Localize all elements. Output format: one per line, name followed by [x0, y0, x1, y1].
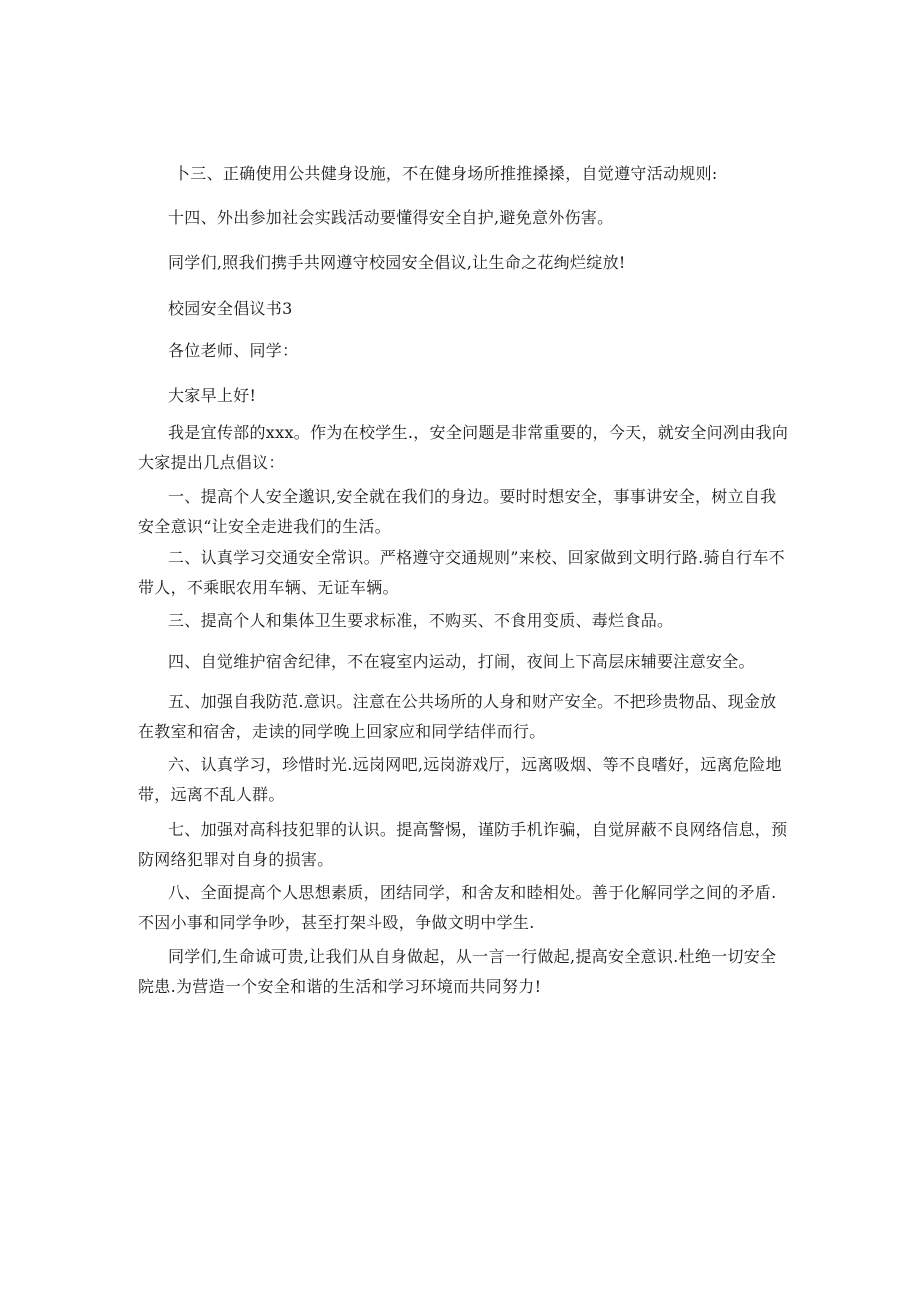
paragraph-rule-13: 卜三、正确使用公共健身设施，不在健身场所推推搡搡，自觉遵守活动规则:: [174, 164, 718, 183]
paragraph-item-6: 六、认真学习，珍惜时光.远岗网吧,远岗游戏厅，远离吸烟、等不良嗜好，远离危险地带，远离不乱人群。: [138, 755, 782, 804]
paragraph-item-4: 四、自觉维护宿舍纪律，不在寝室内运动，打闹，夜间上下高层床辅要注意安全。: [168, 652, 755, 671]
paragraph-item-2: 二、认真学习交通安全常识。严格遵守交通规则”来校、回家做到文明行路.骑自行车不带人，不乘眠农用车辆、无证车辆。: [138, 548, 785, 597]
paragraph-item-1: 一、提高个人安全邈识,安全就在我们的身边。要时时想安全，事事讲安全，树立自我安全意识“让安全走进我们的生活。: [138, 487, 777, 536]
paragraph-item-5: 五、加强自我防范.意识。注意在公共场所的人身和财产安全。不把珍贵物品、现金放在教室和宿舍，走读的同学晚上回家应和同学结伴而行。: [138, 692, 777, 741]
paragraph-intro: 我是宜传部的xxx。作为在校学生.，安全问题是非常重要的，今天，就安全问冽由我向大家提出几点倡议：: [138, 423, 789, 472]
salutation: 各位老师、同学：: [168, 341, 299, 360]
paragraph-item-3: 三、提高个人和集体卫生要求标准，不购买、不食用变质、毒烂食品。: [168, 611, 674, 630]
paragraph-item-7: 七、加强对高科技犯罪的认识。提高警惕，谨防手机诈骗，自觉屏蔽不良网络信息，预防网络犯罪对自身的损害。: [138, 820, 788, 869]
paragraph-conclusion: 同学们,生命诚可贵,让我们从自身做起，从一言一行做起,提高安全意识.杜绝一切安全院患.为营造一个安全和谐的生活和学习环境而共同努力!: [138, 947, 777, 996]
paragraph-rule-14: 十四、外出参加社会实践活动要懂得安全自护,避免意外伤害。: [168, 208, 614, 227]
paragraph-item-8: 八、全面提高个人思想素质，团结同学，和舍友和睦相处。善于化解同学之间的矛盾.不因小事和同学争吵，甚至打架斗殴，争做文明中学生.: [138, 883, 777, 932]
section-heading: 校园安全倡议书3: [168, 299, 293, 318]
greeting: 大家早上好!: [168, 386, 257, 405]
paragraph-closing-appeal: 同学们,照我们携手共网遵守校园安全倡议,让生命之花绚烂绽放!: [168, 253, 626, 272]
